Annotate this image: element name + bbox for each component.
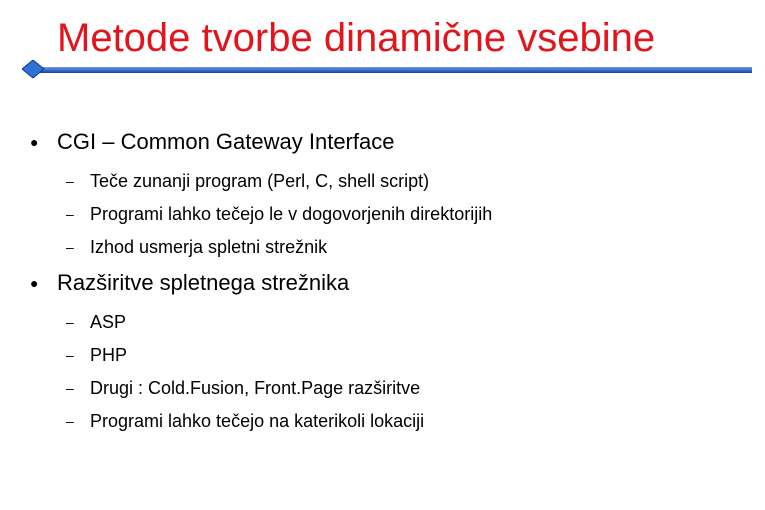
- dash-bullet-icon: –: [66, 314, 74, 330]
- section-label: CGI – Common Gateway Interface: [57, 129, 395, 154]
- dash-bullet-icon: –: [66, 413, 74, 429]
- dash-bullet-icon: –: [66, 239, 74, 255]
- dash-bullet-icon: –: [66, 173, 74, 189]
- list-item-label: Programi lahko tečejo le v dogovorjenih direktorijih: [90, 204, 493, 224]
- list-item-label: Teče zunanji program (Perl, C, shell script): [90, 171, 430, 191]
- slide-title: Metode tvorbe dinamične vsebine: [57, 16, 656, 60]
- bullet-dot-icon: ●: [30, 275, 39, 291]
- section-label: Razširitve spletnega strežnika: [57, 270, 350, 295]
- list-item-label: Programi lahko tečejo na katerikoli lokaciji: [90, 411, 425, 431]
- dash-bullet-icon: –: [66, 347, 74, 363]
- bullet-dot-icon: ●: [30, 134, 39, 150]
- dash-bullet-icon: –: [66, 380, 74, 396]
- dash-bullet-icon: –: [66, 206, 74, 222]
- list-item-label: PHP: [90, 345, 128, 365]
- list-item-label: Izhod usmerja spletni strežnik: [90, 237, 328, 257]
- list-item-label: ASP: [90, 312, 127, 332]
- list-item-label: Drugi : Cold.Fusion, Front.Page razširitve: [90, 378, 421, 398]
